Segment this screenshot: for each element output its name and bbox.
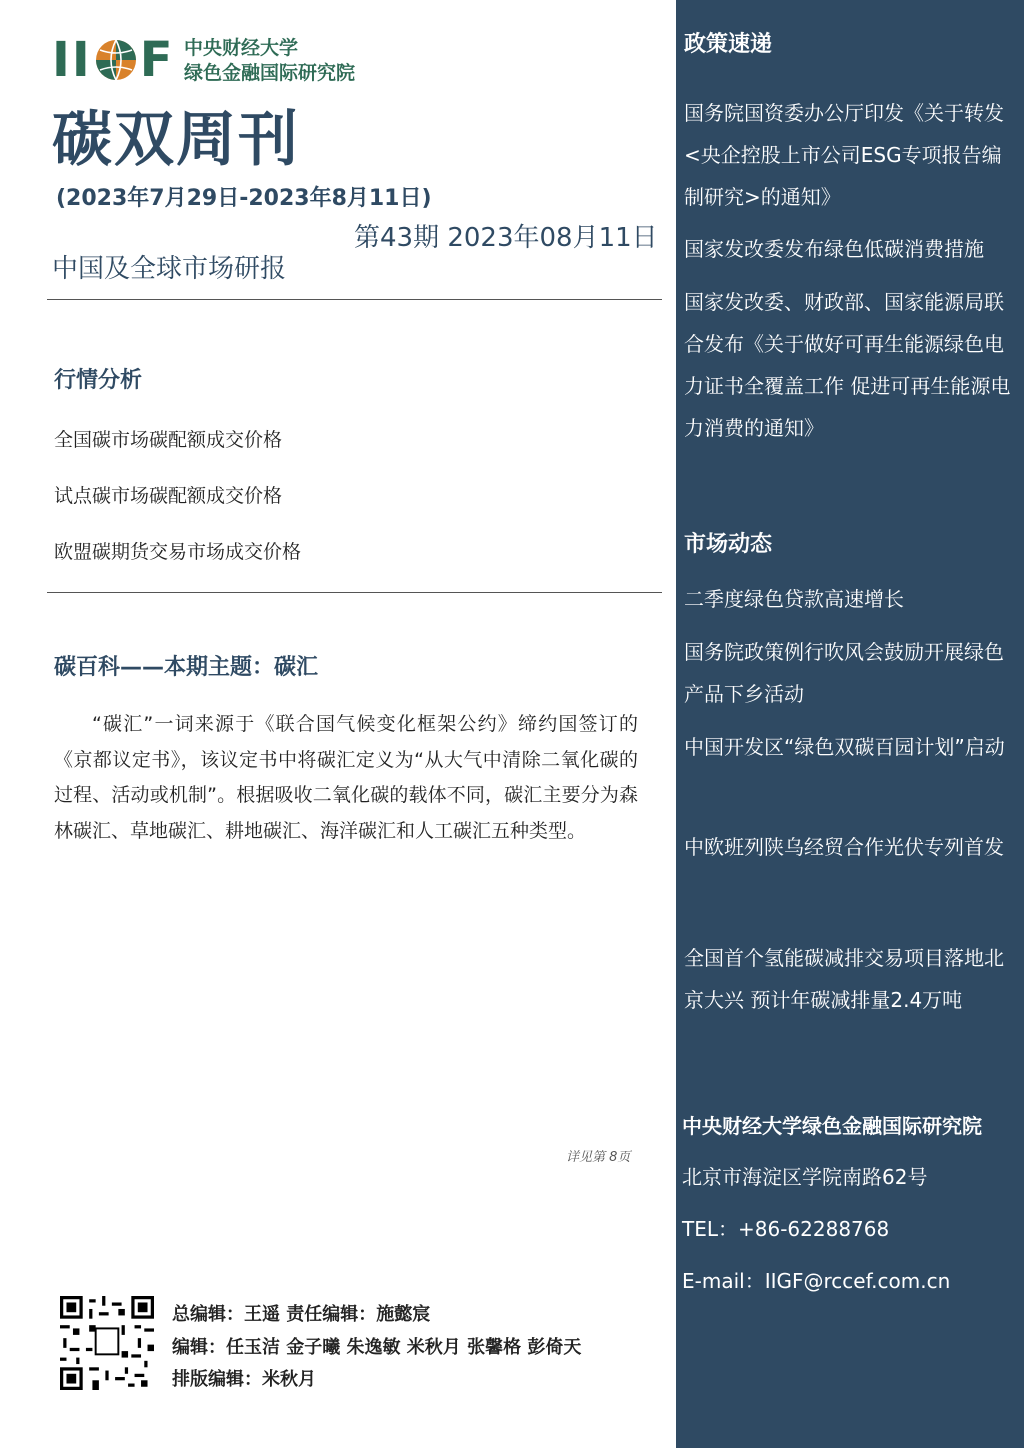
policy-item[interactable]: 国家发改委、财政部、国家能源局联合发布《关于做好可再生能源绿色电力证书全覆盖工作 促进可再生能源电力消费的通知》 [684, 290, 1011, 440]
logo-letters-left: II [52, 32, 92, 88]
credits-layout-editor: 排版编辑：米秋月 [172, 1369, 316, 1390]
magazine-title: 碳双周刊 [52, 105, 300, 175]
date-range: (2023年7月29日-2023年8月11日) [56, 186, 432, 211]
logo-line-2: 绿色金融国际研究院 [184, 62, 356, 84]
address: 北京市海淀区学院南路62号 [682, 1165, 928, 1189]
market-news-item[interactable]: 国务院政策例行吹风会鼓励开展绿色产品下乡活动 [684, 640, 1004, 706]
market-analysis-item[interactable]: 欧盟碳期货交易市场成交价格 [54, 541, 302, 563]
email[interactable]: E-mail：IIGF@rccef.com.cn [682, 1269, 951, 1293]
encyclopedia-heading: 碳百科——本期主题：碳汇 [54, 655, 319, 680]
divider [47, 592, 662, 593]
logo-org-name [184, 36, 355, 86]
qr-code [60, 1296, 154, 1390]
market-news-heading: 市场动态 [684, 532, 773, 557]
see-page-link[interactable]: 详见第 8页 [566, 1150, 631, 1165]
credits-editors: 编辑：任玉洁 金子曦 朱逸敏 米秋月 张馨格 彭倚天 [172, 1337, 582, 1358]
issue-info: 第43期 2023年08月11日 [354, 223, 658, 253]
market-news-item[interactable]: 全国首个氢能碳减排交易项目落地北京大兴 预计年碳减排量2.4万吨 [684, 946, 1004, 1012]
logo [52, 30, 175, 90]
policy-item[interactable]: 国家发改委发布绿色低碳消费措施 [684, 237, 984, 261]
market-news-item[interactable]: 二季度绿色贷款高速增长 [684, 587, 904, 611]
org-name: 中央财经大学绿色金融国际研究院 [682, 1114, 982, 1138]
logo-letters-right: F [139, 32, 175, 88]
market-analysis-item[interactable]: 试点碳市场碳配额成交价格 [54, 485, 283, 507]
market-news-item[interactable]: 中国开发区“绿色双碳百园计划”启动 [684, 735, 1005, 759]
policy-heading: 政策速递 [684, 32, 773, 57]
policy-item[interactable]: 国务院国资委办公厅印发《关于转发<央企控股上市公司ESG专项报告编制研究>的通知》 [684, 101, 1004, 209]
market-analysis-item[interactable]: 全国碳市场碳配额成交价格 [54, 429, 283, 451]
market-analysis-heading: 行情分析 [54, 368, 143, 393]
market-news-item[interactable]: 中欧班列陕乌经贸合作光伏专列首发 [684, 835, 1004, 859]
encyclopedia-body: “碳汇”一词来源于《联合国气候变化框架公约》缔约国签订的《京都议定书》，该议定书中将碳汇定义为“从大气中清除二氧化碳的过程、活动或机制”。根据吸收二氧化碳的载体不同，碳汇主要分为森林碳汇、草地碳汇、耕地碳汇、海洋碳汇和人工碳汇五种类型。 [54, 713, 638, 842]
divider [47, 299, 662, 300]
subtitle: 中国及全球市场研报 [52, 254, 287, 284]
globe-icon [94, 38, 138, 82]
logo-line-1: 中央财经大学 [184, 37, 299, 59]
credits-chief-editor: 总编辑：王遥 责任编辑：施懿宸 [172, 1304, 431, 1325]
telephone: TEL：+86-62288768 [682, 1217, 890, 1241]
